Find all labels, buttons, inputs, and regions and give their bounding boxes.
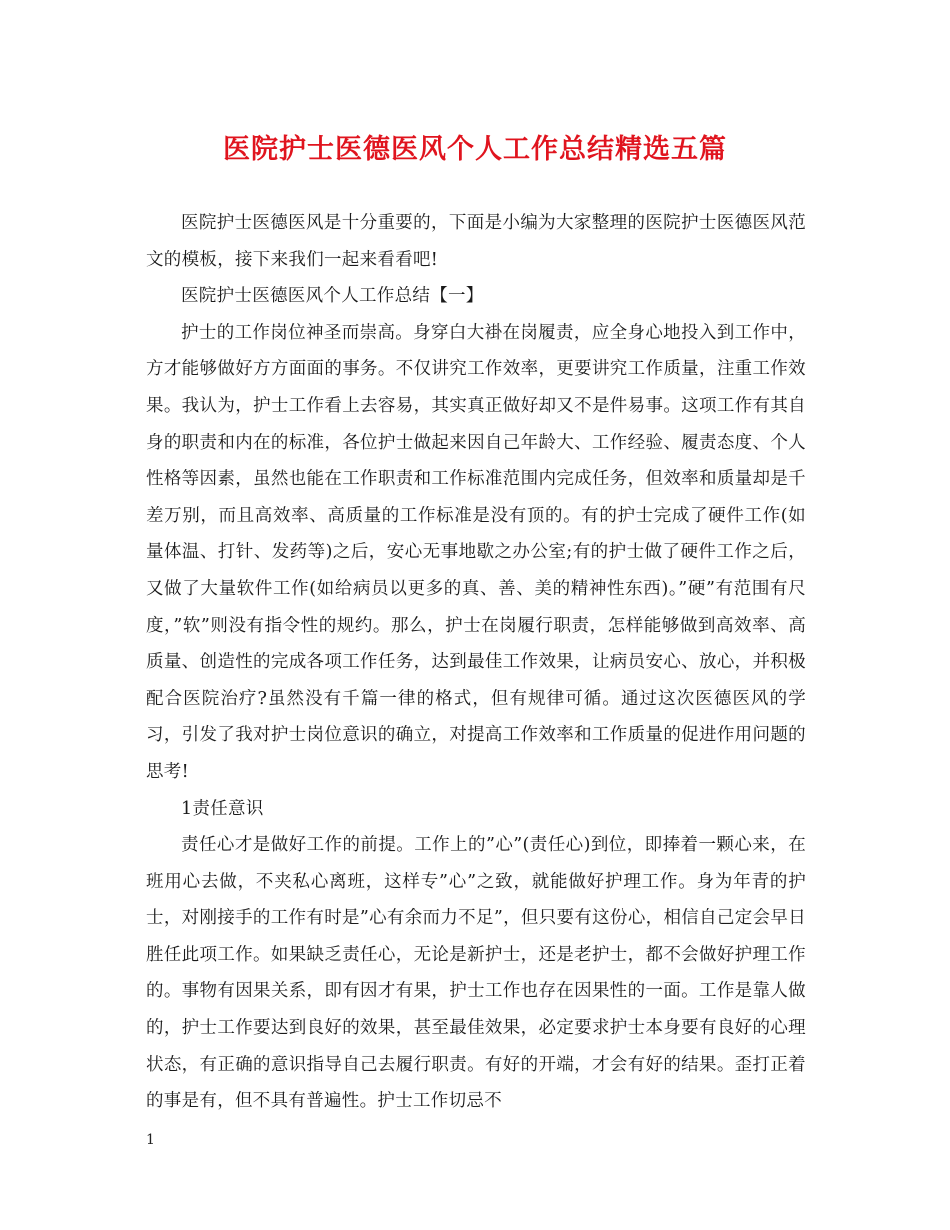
subsection-heading-responsibility: 1责任意识 bbox=[181, 798, 264, 819]
document-title: 医院护士医德医风个人工作总结精选五篇 bbox=[223, 134, 727, 165]
page-number: 1 bbox=[146, 1132, 155, 1148]
document-body bbox=[146, 205, 806, 1120]
body-paragraph: 责任心才是做好工作的前提。工作上的”心”(责任心)到位，即捧着一颗心来，在班用心去做，不夹私心离班，这样专”心”之致，就能做好护理工作。身为年青的护士，对刚接手的工作有时是”心有余而力不足”，但只要有这份心，相信自己定会早日胜任此项工作。如果缺乏责任心，无论是新护士，还是老护士，都不会做好护理工作的。事物有因果关系，即有因才有果，护士工作也存在因果性的一面。工作是靠人做的，护士工作要达到良好的效果，甚至最佳效果，必定要求护士本身要有良好的心理状态，有正确的意识指导自己去履行职责。有好的开端，才会有好的结果。歪打正着的事是有，但不具有普遍性。护士工作切忌不 bbox=[146, 835, 806, 1112]
body-paragraph: 护士的工作岗位神圣而崇高。身穿白大褂在岗履责，应全身心地投入到工作中，方才能够做好方方面面的事务。不仅讲究工作效率，更要讲究工作质量，注重工作效果。我认为，护士工作看上去容易，其实真正做好却又不是件易事。这项工作有其自身的职责和内在的标准，各位护士做起来因自己年龄大、工作经验、履责态度、个人性格等因素，虽然也能在工作职责和工作标准范围内完成任务，但效率和质量却是千差万别，而且高效率、高质量的工作标准是没有顶的。有的护士完成了硬件工作(如量体温、打针、发药等)之后，安心无事地歇之办公室;有的护士做了硬件工作之后，又做了大量软件工作(如给病员以更多的真、善、美的精神性东西)。”硬”有范围有尺度，”软”则没有指令性的规约。那么，护士在岗履行职责，怎样能够做到高效率、高质量、创造性的完成各项工作任务，达到最佳工作效果，让病员安心、放心，并积极配合医院治疗?虽然没有千篇一律的格式，但有规律可循。通过这次医德医风的学习，引发了我对护士岗位意识的确立，对提高工作效率和工作质量的促进作用问题的思考! bbox=[146, 322, 806, 782]
intro-paragraph: 医院护士医德医风是十分重要的，下面是小编为大家整理的医院护士医德医风范文的模板，接下来我们一起来看看吧! bbox=[146, 213, 806, 270]
section-heading-one: 医院护士医德医风个人工作总结【一】 bbox=[181, 286, 484, 307]
